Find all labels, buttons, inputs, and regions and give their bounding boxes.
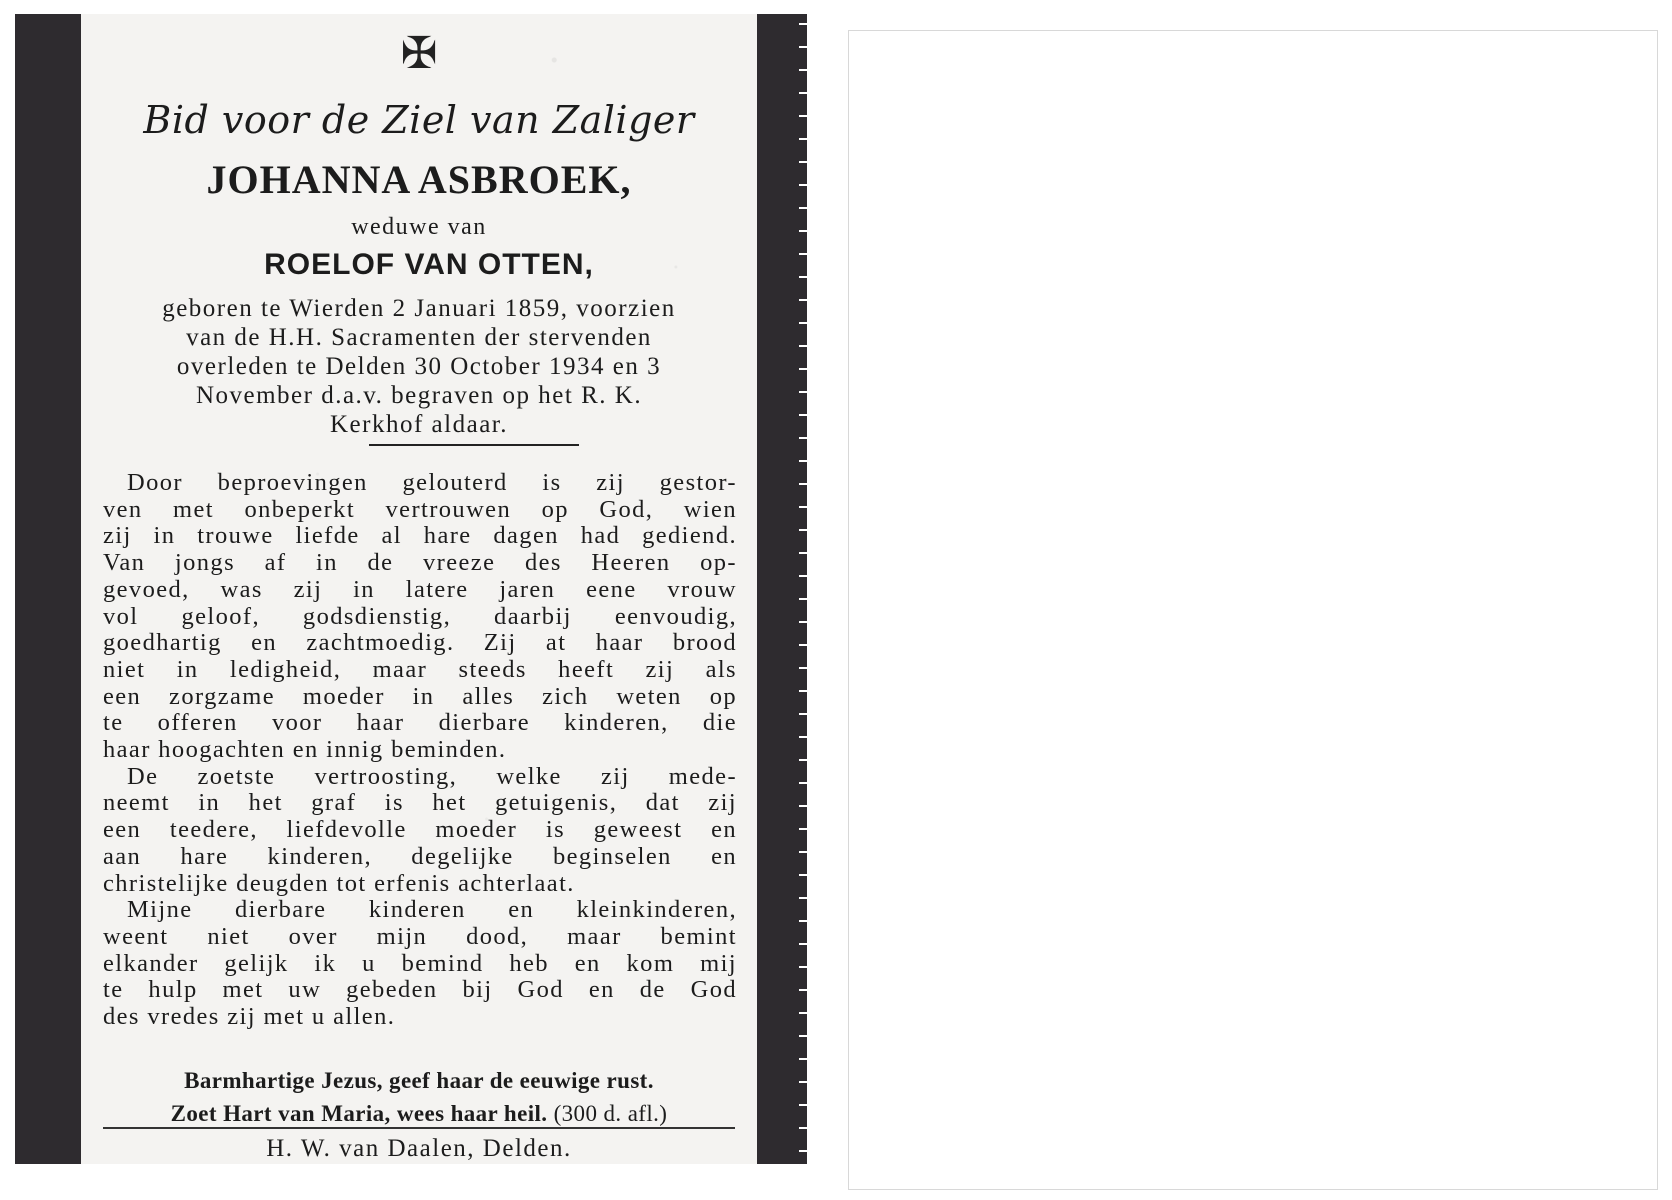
eulogy-line: te offeren voor haar dierbare kinderen, die xyxy=(103,709,737,737)
eulogy-line: Van jongs af in de vreeze des Heeren op- xyxy=(103,549,737,577)
eulogy-line: een teedere, liefdevolle moeder is geweest en xyxy=(103,816,737,844)
eulogy-line: zij in trouwe liefde al hare dagen had gediend. xyxy=(103,522,737,550)
prayer-line xyxy=(81,1097,757,1130)
eulogy-line: Door beproevingen gelouterd is zij gestor- xyxy=(127,469,737,496)
eulogy-line: De zoetste vertroosting, welke zij mede- xyxy=(127,762,737,790)
life-detail-line: overleden te Delden 30 October 1934 en 3 xyxy=(176,353,662,380)
eulogy-line: Mijne dierbare kinderen en kleinkinderen, xyxy=(127,896,737,924)
cross-icon: ✠ xyxy=(400,28,438,79)
divider xyxy=(103,1127,735,1129)
eulogy-line: vol geloof, godsdienstig, daarbij eenvoudig, xyxy=(103,602,737,630)
eulogy-line: niet in ledigheid, maar steeds heeft zij als xyxy=(103,655,737,683)
card-back-side xyxy=(848,30,1658,1190)
life-details xyxy=(101,294,737,439)
printer-imprint: H. W. van Daalen, Delden. xyxy=(266,1135,572,1162)
prayer-line: Barmhartige Jezus, geef haar de eeuwige rust. xyxy=(184,1068,654,1093)
eulogy-line: te hulp met uw gebeden bij God en de God xyxy=(103,976,737,1004)
card-heading: Bid voor de Ziel van Zaliger xyxy=(143,98,695,142)
eulogy-line: des vredes zij met u allen. xyxy=(103,1003,396,1031)
divider xyxy=(369,444,579,446)
card-paper xyxy=(81,14,757,1164)
prayers xyxy=(81,1064,757,1130)
eulogy-text xyxy=(103,470,737,1031)
eulogy-line: een zorgzame moeder in alles zich weten op xyxy=(103,682,737,710)
eulogy-line: weent niet over mijn dood, maar bemint xyxy=(103,922,737,950)
prayer-text: Zoet Hart van Maria, wees haar heil. xyxy=(170,1101,548,1126)
eulogy-line: gevoed, was zij in latere jaren eene vrouw xyxy=(103,575,737,603)
eulogy-line: ven met onbeperkt vertrouwen op God, wien xyxy=(103,495,737,523)
eulogy-line: christelijke deugden tot erfenis achterlaat. xyxy=(103,869,575,897)
relation-text: weduwe van xyxy=(351,214,487,240)
eulogy-line: neemt in het graf is het getuigenis, dat zij xyxy=(103,789,737,817)
life-detail-line: Kerkhof aldaar. xyxy=(330,411,508,438)
indulgence-note: (300 d. afl.) xyxy=(553,1101,668,1126)
life-detail-line: November d.a.v. begraven op het R. K. xyxy=(195,382,643,409)
life-detail-line: geboren te Wierden 2 Januari 1859, voorzien xyxy=(162,295,676,322)
husband-name: ROELOF VAN OTTEN, xyxy=(264,248,594,281)
memorial-card xyxy=(15,14,803,1164)
eulogy-line: haar hoogachten en innig beminden. xyxy=(103,736,507,764)
deceased-name: JOHANNA ASBROEK, xyxy=(206,157,632,202)
eulogy-line: aan hare kinderen, degelijke beginselen en xyxy=(103,842,737,870)
life-detail-line: van de H.H. Sacramenten der stervenden xyxy=(186,324,652,351)
eulogy-line: elkander gelijk ik u bemind heb en kom mij xyxy=(103,949,737,977)
eulogy-line: goedhartig en zachtmoedig. Zij at haar brood xyxy=(103,629,737,657)
